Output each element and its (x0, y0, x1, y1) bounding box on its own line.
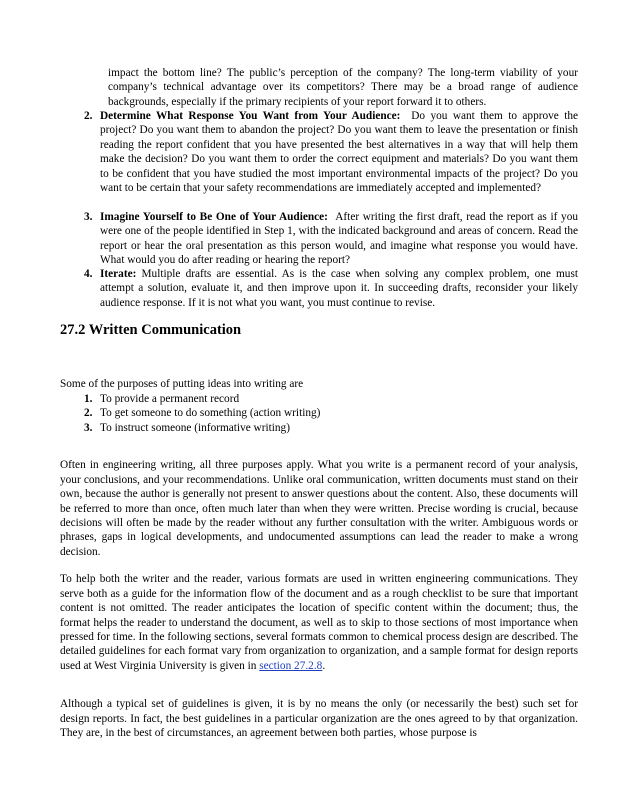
step-number: 3. (84, 211, 93, 223)
step-1-continuation: impact the bottom line? The public’s perception of the company? The long-term viability of your company’s technical advantage over its competitors? There may be a broad range of audience backgrounds, especially if the primary recipients of your report forward it to others. (108, 67, 578, 108)
paragraph-formats-end: . (322, 659, 326, 672)
purpose-text: To provide a permanent record (100, 393, 240, 405)
purposes-intro: Some of the purposes of putting ideas into writing are (60, 378, 304, 390)
step-text: Do you want them to approve the project? Do you want them to abandon the project? Do you want them to leave the presentation or finish reading the report confident that you have presented the best alternatives in a way that will help them make the decision? Do you want them to order the correct equipment and materials? Do you want them to be confident that you have studied the most important environmental impacts of the project? Do you want to be certain that your safety recommendations are immediately accepted and implemented? (100, 110, 579, 195)
paragraph-written-record: Often in engineering writing, all three purposes apply. What you write is a permanent record of your analysis, your conclusions, and your recommendations. Unlike oral communication, written documents must stand on their own, because the author is generally not present to answer questions about the content. Also, these documents will be referred to more than once, often much later than when they were written. Precise wording is crucial, because decisions will often be made by the reader without any further consultation with the writer. Ambiguous words or phrases, gaps in logical developments, and undocumented assumptions can lead the reader to make a wrong decision. (60, 459, 578, 558)
purpose-number: 2. (84, 407, 93, 419)
purpose-number: 1. (84, 393, 93, 405)
step-4 (84, 267, 578, 310)
step-2 (84, 109, 578, 195)
section-27-2-8-link[interactable]: section 27.2.8 (259, 659, 323, 672)
purpose-text: To get someone to do something (action writing) (100, 407, 321, 419)
step-title: Iterate: (100, 268, 137, 280)
step-title: Determine What Response You Want from Your Audience: (100, 110, 401, 122)
purpose-number: 3. (84, 422, 93, 434)
purpose-text: To instruct someone (informative writing) (100, 422, 290, 434)
section-heading: 27.2 Written Communication (60, 322, 242, 338)
step-text: After writing the first draft, read the report as if you were one of the people identified in Step 1, with the indicated background and areas of concern. Read the report or hear the oral presentation as this person would, and imagine what response you would have. What would you do after reading or hearing the report? (100, 211, 578, 267)
paragraph-guidelines: Although a typical set of guidelines is given, it is by no means the only (or necessarily the best) such set for design reports. In fact, the best guidelines in a particular organization are the ones agreed to by that organization. They are, in the best of circumstances, an agreement between both parties, whose purpose is (60, 698, 578, 740)
step-number: 2. (84, 110, 93, 122)
step-text: Multiple drafts are essential. As is the case when solving any complex problem, one must attempt a solution, evaluate it, and then improve upon it. In succeeding drafts, reconsider your likely audience response. If it is not what you want, you must continue to revise. (100, 268, 578, 309)
paragraph-formats-text: To help both the writer and the reader, various formats are used in written engineering communications. They serve both as a guide for the information flow of the document and as a rough checklist to be sure that important content is not omitted. The reader anticipates the location of specific content within the document; thus, the format helps the reader to understand the document, as well as to skip to those sections of most importance when pressed for time. In the following sections, several formats common to chemical process design are described. The detailed guidelines for each format vary from organization to organization, and a sample format for design reports used at West Virginia University is given in (60, 573, 578, 672)
step-title: Imagine Yourself to Be One of Your Audience: (100, 211, 328, 223)
paragraph-formats (60, 572, 578, 673)
step-number: 4. (84, 268, 93, 280)
step-3 (84, 210, 578, 268)
